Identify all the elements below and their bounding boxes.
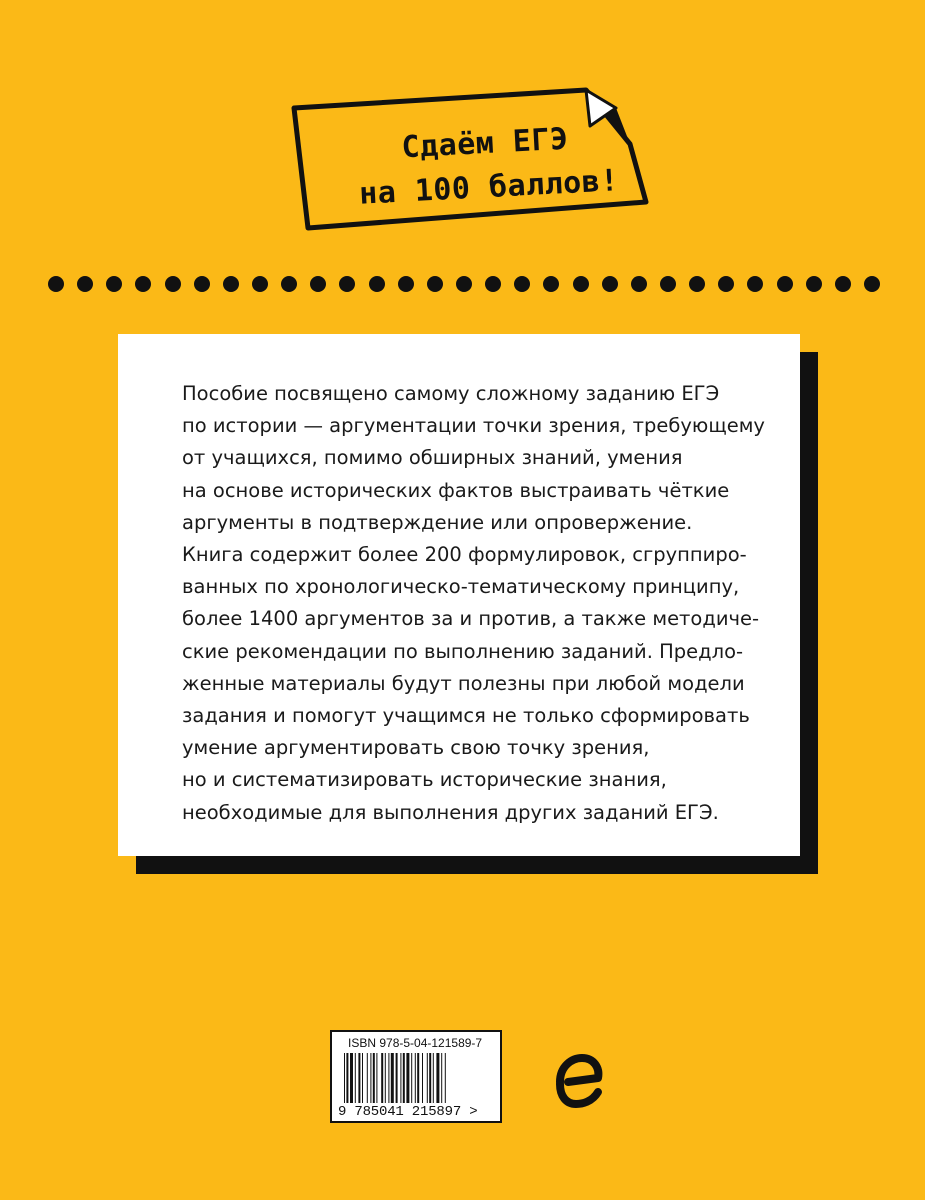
divider-dot <box>747 276 763 292</box>
barcode-panel <box>330 1030 502 1123</box>
barcode-bar <box>346 1053 348 1103</box>
description-card <box>118 334 800 856</box>
description-line: по истории — аргументации точки зрения, требующему <box>182 414 765 438</box>
description-line: ванных по хронологическо-тематическому принципу, <box>182 575 740 599</box>
description-line: женные материалы будут полезны при любой модели <box>182 671 745 695</box>
barcode-bar <box>403 1053 405 1103</box>
divider-dot <box>398 276 414 292</box>
divider-dot <box>339 276 355 292</box>
divider-dot <box>514 276 530 292</box>
barcode-bar <box>396 1053 398 1103</box>
barcode-bar <box>415 1053 416 1103</box>
barcode-bar <box>441 1053 442 1103</box>
divider-dot <box>252 276 268 292</box>
divider-dot <box>223 276 239 292</box>
divider-dot <box>485 276 501 292</box>
barcode-bar <box>362 1053 363 1103</box>
barcode-bar <box>391 1053 394 1103</box>
barcode-bar <box>445 1053 446 1103</box>
description-line: Пособие посвящено самому сложному заданию ЕГЭ <box>182 382 720 405</box>
divider-dot <box>77 276 93 292</box>
isbn-label: ISBN 978-5-04-121589-7 <box>348 1036 483 1050</box>
divider-dot <box>194 276 210 292</box>
divider-dot <box>835 276 851 292</box>
divider-dot <box>281 276 297 292</box>
divider-dot <box>718 276 734 292</box>
description-line: на основе исторических фактов выстраивать чёткие <box>182 478 730 502</box>
divider-dot <box>456 276 472 292</box>
divider-dot <box>631 276 647 292</box>
divider-dot <box>427 276 443 292</box>
barcode-bar <box>344 1053 345 1103</box>
barcode-bar <box>358 1053 360 1103</box>
barcode-bar <box>370 1053 371 1103</box>
divider-dot <box>48 276 64 292</box>
barcode-bar <box>373 1053 375 1103</box>
divider-dot <box>106 276 122 292</box>
title-sticker <box>290 86 650 236</box>
divider-dot <box>602 276 618 292</box>
sticker-title-line-2: на 100 баллов! <box>358 163 620 212</box>
barcode-bar <box>436 1053 439 1103</box>
description-line: от учащихся, помимо обширных знаний, умения <box>182 446 683 470</box>
divider-dot <box>689 276 705 292</box>
barcode-bar <box>367 1053 368 1103</box>
barcode-bar <box>355 1053 356 1103</box>
divider-dot <box>135 276 151 292</box>
description-line: умение аргументировать свою точку зрения, <box>182 736 650 760</box>
barcode-bar <box>388 1053 389 1103</box>
dotted-divider <box>48 276 880 294</box>
barcode-bar <box>406 1053 409 1103</box>
barcode-bar <box>422 1053 423 1103</box>
description-line: но и систематизировать исторические знания, <box>182 768 667 792</box>
description-text <box>182 378 782 829</box>
publisher-e-logo-icon <box>552 1050 606 1110</box>
barcode-bar <box>385 1053 386 1103</box>
barcode-bar <box>411 1053 412 1103</box>
divider-dot <box>864 276 880 292</box>
divider-dot <box>660 276 676 292</box>
description-line: Книга содержит более 200 формулировок, сгруппиро- <box>182 543 747 567</box>
barcode-bar <box>400 1053 401 1103</box>
barcode-bar <box>427 1053 428 1103</box>
description-line: ские рекомендации по выполнению заданий. Предло- <box>182 639 744 663</box>
barcode-bar <box>433 1053 434 1103</box>
divider-dot <box>573 276 589 292</box>
divider-dot <box>369 276 385 292</box>
divider-dot <box>543 276 559 292</box>
barcode-number: 9 785041 215897 > <box>338 1104 478 1120</box>
barcode-bar <box>350 1053 353 1103</box>
barcode-bar <box>417 1053 419 1103</box>
description-line: более 1400 аргументов за и против, а также методиче- <box>182 607 760 631</box>
barcode-bars <box>344 1053 492 1103</box>
barcode-bar <box>381 1053 383 1103</box>
divider-dot <box>310 276 326 292</box>
description-line: задания и помогут учащимся не только сформировать <box>182 704 750 728</box>
divider-dot <box>165 276 181 292</box>
divider-dot <box>806 276 822 292</box>
barcode-bar <box>376 1053 377 1103</box>
barcode-bar <box>429 1053 431 1103</box>
description-line: необходимые для выполнения других заданий ЕГЭ. <box>182 800 719 824</box>
description-line: аргументы в подтверждение или опровержение. <box>182 510 693 534</box>
sticker-title-line-1: Сдаём ЕГЭ <box>400 121 570 166</box>
divider-dot <box>777 276 793 292</box>
